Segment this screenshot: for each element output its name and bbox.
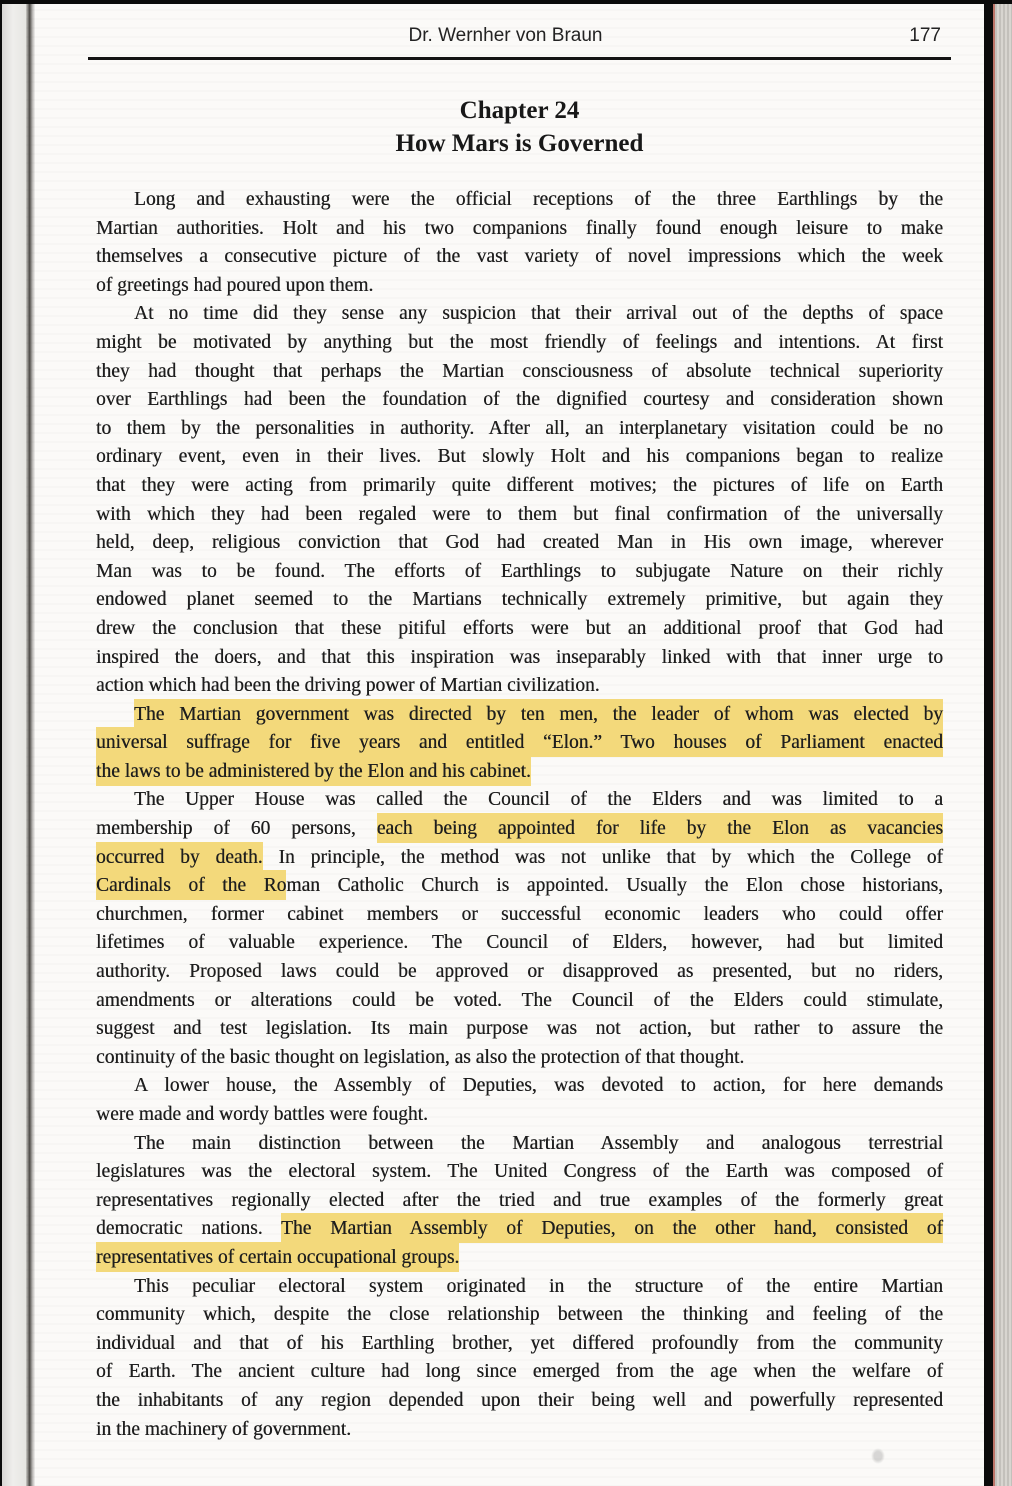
text-segment: with which they had been regaled were to them but final confirmation of the universally [96, 503, 943, 525]
text-line [96, 1301, 943, 1330]
text-line [96, 701, 943, 730]
highlight-span: each being appointed for life by the Elon as vacancies [377, 813, 943, 843]
text-segment: might be motivated by anything but the most friendly of feelings and intentions. At first [96, 331, 943, 353]
text-line [96, 1101, 943, 1130]
text-line [96, 786, 943, 815]
paragraph [96, 701, 943, 787]
text-line [96, 186, 943, 215]
running-header-title: Dr. Wernher von Braun [408, 25, 603, 46]
text-line [96, 1387, 943, 1416]
text-line [96, 644, 943, 673]
text-line [96, 615, 943, 644]
text-line [96, 958, 943, 987]
page-number: 177 [909, 25, 941, 46]
text-line [96, 586, 943, 615]
text-line [96, 215, 943, 244]
text-segment: The Upper House was called the Council of the Elders and was limited to a [134, 789, 943, 811]
text-line [96, 1044, 943, 1073]
text-segment: in the machinery of government. [96, 1418, 352, 1440]
chapter-number: Chapter 24 [459, 97, 580, 124]
text-segment: held, deep, religious conviction that God had created Man in His own image, wherever [96, 532, 943, 554]
text-line [96, 1130, 943, 1159]
text-line [96, 472, 943, 501]
text-line [96, 729, 943, 758]
text-line [96, 443, 943, 472]
text-line [96, 1330, 943, 1359]
text-segment: At no time did they sense any suspicion that their arrival out of the depths of space [134, 303, 943, 325]
text-line [96, 415, 943, 444]
text-line [96, 501, 943, 530]
text-line [96, 358, 943, 387]
text-segment: endowed planet seemed to the Martians technically extremely primitive, but again they [96, 589, 943, 611]
text-line [96, 672, 943, 701]
text-line [96, 1215, 943, 1244]
text-line [96, 386, 943, 415]
text-line [96, 1244, 943, 1273]
text-segment: Long and exhausting were the official receptions of the three Earthlings by the [134, 189, 943, 210]
paragraph [96, 1130, 943, 1273]
text-line [96, 1416, 943, 1445]
page [26, 0, 985, 1486]
text-segment: the inhabitants of any region depended upon their being well and powerfully represented [96, 1389, 943, 1411]
binding-crease [26, 0, 35, 1486]
text-segment: authority. Proposed laws could be approved or disapproved as presented, but no riders, [96, 961, 943, 983]
body-text [96, 186, 943, 1444]
paragraph [96, 786, 943, 1072]
text-segment: of greetings had poured upon them. [96, 274, 374, 296]
text-segment: Martian authorities. Holt and his two companions finally found enough leisure to make [96, 217, 943, 239]
chapter-title: How Mars is Governed [395, 130, 644, 157]
highlight-span: The Martian government was directed by ten men, the leader of whom was elected by [134, 699, 943, 729]
text-line [96, 1015, 943, 1044]
text-segment: democratic nations. [96, 1218, 281, 1240]
text-segment: continuity of the basic thought on legislation, as also the protection of that thought. [96, 1046, 745, 1068]
text-segment: of Earth. The ancient culture had long since emerged from the age when the welfare of [96, 1361, 943, 1383]
text-line [96, 844, 943, 873]
paragraph [96, 300, 943, 700]
text-segment: This peculiar electoral system originated in the structure of the entire Martian [134, 1275, 943, 1297]
highlight-span: representatives of certain occupational groups. [96, 1242, 459, 1272]
text-line [96, 300, 943, 329]
text-line [96, 758, 943, 787]
text-segment: churchmen, former cabinet members or successful economic leaders who could offer [96, 903, 943, 925]
text-line [96, 272, 943, 301]
text-segment: themselves a consecutive picture of the vast variety of novel impressions which the week [96, 246, 943, 268]
text-segment: lifetimes of valuable experience. The Council of Elders, however, had but limited [96, 932, 943, 954]
scan-smudge [871, 1448, 885, 1464]
text-segment: Man was to be found. The efforts of Earthlings to subjugate Nature on their richly [96, 560, 943, 582]
text-line [96, 901, 943, 930]
text-segment: representatives regionally elected after the tried and true examples of the formerly great [96, 1189, 943, 1211]
text-segment: individual and that of his Earthling brother, yet differed profoundly from the community [96, 1332, 943, 1354]
text-segment: were made and wordy battles were fought. [96, 1104, 428, 1125]
highlight-span: The Martian Assembly of Deputies, on the other hand, consisted of [281, 1213, 943, 1243]
text-segment: over Earthlings had been the foundation of the dignified courtesy and consideration shown [96, 389, 943, 411]
scan-top-edge [0, 0, 1012, 4]
highlight-span: the laws to be administered by the Elon and his cabinet. [96, 756, 531, 786]
text-line [96, 558, 943, 587]
highlight-span: Cardinals of the Ro [96, 870, 286, 900]
text-segment: membership of 60 persons, [96, 818, 377, 840]
text-segment: drew the conclusion that these pitiful efforts were but an additional proof that God had [96, 617, 943, 639]
paragraph [96, 186, 943, 300]
text-line [96, 987, 943, 1016]
text-segment: to them by the personalities in authority. After all, an interplanetary visitation could be no [96, 417, 943, 439]
text-segment: legislatures was the electoral system. The United Congress of the Earth was composed of [96, 1161, 943, 1183]
paragraph [96, 1273, 943, 1445]
text-segment: man Catholic Church is appointed. Usually the Elon chose historians, [286, 875, 943, 897]
text-segment: they had thought that perhaps the Martian consciousness of absolute technical superiority [96, 360, 943, 382]
text-line [96, 1358, 943, 1387]
text-line [96, 1187, 943, 1216]
text-segment: The main distinction between the Martian Assembly and analogous terrestrial [134, 1132, 943, 1154]
text-segment: that they were acting from primarily quite different motives; the pictures of life on Earth [96, 474, 943, 496]
highlight-span: occurred by death. [96, 842, 263, 872]
text-segment: suggest and test legislation. Its main purpose was not action, but rather to assure the [96, 1018, 943, 1040]
text-segment: amendments or alterations could be voted. The Council of the Elders could stimulate, [96, 989, 943, 1011]
text-segment: community which, despite the close relationship between the thinking and feeling of the [96, 1304, 943, 1326]
text-line [96, 1158, 943, 1187]
text-segment: In principle, the method was not unlike that by which the College of [262, 846, 943, 868]
text-line [96, 1072, 943, 1101]
text-segment: A lower house, the Assembly of Deputies, was devoted to action, for here demands [134, 1075, 943, 1097]
text-line [96, 929, 943, 958]
highlight-span: universal suffrage for five years and entitled “Elon.” Two houses of Parliament enacted [96, 727, 943, 757]
text-line [96, 529, 943, 558]
paragraph [96, 1072, 943, 1129]
text-segment: inspired the doers, and that this inspiration was inseparably linked with that inner urge to [96, 646, 943, 668]
text-line [96, 243, 943, 272]
text-line [96, 815, 943, 844]
right-page-gap [984, 0, 993, 1486]
right-page-stack-edge [993, 0, 1012, 1486]
left-page-edge [2, 0, 26, 1486]
page-content [96, 0, 943, 1444]
text-line [96, 1273, 943, 1302]
text-segment: action which had been the driving power of Martian civilization. [96, 675, 600, 697]
text-line [96, 329, 943, 358]
text-line [96, 872, 943, 901]
chapter-heading [96, 94, 943, 160]
text-segment: ordinary event, even in their lives. But slowly Holt and his companions began to realize [96, 446, 943, 468]
